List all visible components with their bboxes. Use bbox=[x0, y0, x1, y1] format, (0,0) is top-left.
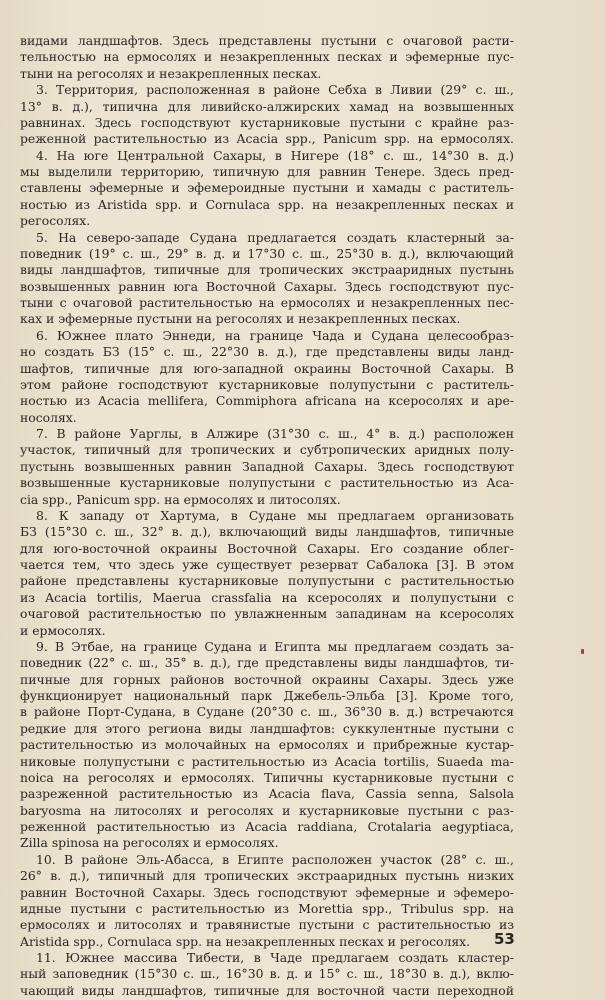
text-line: поведник (22° с. ш., 35° в. д.), где представлены виды ландшафтов, ти- bbox=[20, 655, 514, 671]
text-line: 9. В Этбае, на границе Судана и Египта мы предлагаем создать за- bbox=[36, 638, 514, 654]
text-line: районе представлены кустарниковые полупустыни с растительностью bbox=[20, 573, 514, 589]
text-line: очаговой растительностью по увлажненным западинам на ксеросолях bbox=[20, 606, 514, 622]
text-line: 11. Южнее массива Тибести, в Чаде предлагаем создать кластер- bbox=[36, 950, 514, 965]
text-line: возвышенных равнин юга Восточной Сахары. Здесь господствуют пус- bbox=[20, 278, 514, 294]
text-line: ермосолях и литосолях и травянистые пустыни с растительностью из bbox=[20, 917, 514, 933]
text-line: идные пустыни с растительностью из Morettia spp., Tribulus spp. на bbox=[20, 900, 514, 916]
text-line: Zilla spinosa на регосолях и ермосолях. bbox=[20, 835, 279, 851]
text-line: тыни с очаговой растительностью на ермосолях и незакрепленных пес- bbox=[20, 295, 514, 310]
text-line: реженной растительностью из Acacia raddiana, Crotalaria aegyptiaca, bbox=[20, 819, 514, 834]
text-line: 7. В районе Уарглы, в Алжире (31°30 с. ш., 4° в. д.) расположен bbox=[36, 426, 514, 441]
text-line: реженной растительностью из Acacia spp., Panicum spp. на ермосолях. bbox=[20, 131, 514, 147]
text-line: пустынь возвышенных равнин Западной Сахары. Здесь господствуют bbox=[20, 458, 514, 474]
text-line: но создать БЗ (15° с. ш., 22°30 в. д.), где представлены виды ланд- bbox=[20, 344, 514, 360]
text-line: ках и эфемерные пустыни на регосолях и незакрепленных песках. bbox=[20, 311, 461, 327]
text-line: пичные для горных районов восточной окраины Сахары. Здесь уже bbox=[20, 671, 514, 687]
text-line: равнинах. Здесь господствуют кустарниковые пустыни с крайне раз- bbox=[20, 114, 514, 130]
ink-mark bbox=[581, 649, 584, 654]
text-line: виды ландшафтов, типичные для тропических экстрааридных пустынь bbox=[20, 262, 514, 278]
text-line: шафтов, типичные для юго-западной окраины Восточной Сахары. В bbox=[20, 360, 514, 376]
text-line: мы выделили территорию, типичную для равнин Тенере. Здесь пред- bbox=[20, 164, 514, 179]
text-line: никовые полупустыни с растительностью из Acacia tortilis, Suaeda ma- bbox=[20, 753, 514, 769]
text-line: 26° в. д.), типичный для тропических экстрааридных пустынь низких bbox=[20, 868, 514, 884]
text-line: этом районе господствуют кустарниковые полупустыни с раститель- bbox=[20, 376, 514, 392]
text-line: 8. К западу от Хартума, в Судане мы предлагаем организовать bbox=[36, 507, 514, 523]
text-line: ставлены эфемерные и эфемероидные пустыни и хамады с раститель- bbox=[20, 180, 514, 196]
text-line: 3. Территория, расположенная в районе Себха в Ливии (29° с. ш., bbox=[36, 82, 514, 98]
text-line: тыни на регосолях и незакрепленных песках. bbox=[20, 65, 322, 81]
text-line: и ермосолях. bbox=[20, 622, 106, 638]
text-line: ностью из Aristida spp. и Cornulaca spp. на незакрепленных песках и bbox=[20, 196, 514, 212]
text-line: БЗ (15°30 с. ш., 32° в. д.), включающий виды ландшафтов, типичные bbox=[20, 524, 514, 540]
text-line: в районе Порт-Судана, в Судане (20°30 с. ш., 36°30 в. д.) встречаются bbox=[20, 704, 514, 720]
text-line: для юго-восточной окраины Восточной Сахары. Его создание облег- bbox=[20, 540, 514, 556]
text-line: чающий виды ландшафтов, типичные для восточной части переходной bbox=[20, 982, 514, 998]
page-number: 53 bbox=[494, 930, 515, 948]
text-line: 5. На северо-западе Судана предлагается создать кластерный за- bbox=[36, 229, 514, 245]
text-line: 10. В районе Эль-Абасса, в Египте расположен участок (28° с. ш., bbox=[36, 851, 514, 867]
text-line: ный заповедник (15°30 с. ш., 16°30 в. д. и 15° с. ш., 18°30 в. д.), вклю- bbox=[20, 966, 514, 982]
text-line: разреженной растительностью из Acacia flava, Cassia senna, Salsola bbox=[20, 786, 514, 802]
text-line: тельностью на ермосолях и незакрепленных песках и эфемерные пус- bbox=[20, 49, 514, 65]
text-line: 13° в. д.), типична для ливийско-алжирских хамад на возвышенных bbox=[20, 98, 514, 114]
text-line: редкие для этого региона виды ландшафтов: суккулентные пустыни с bbox=[20, 720, 514, 736]
text-line: 4. На юге Центральной Сахары, в Нигере (18° с. ш., 14°30 в. д.) bbox=[36, 147, 514, 163]
text-line: растительностью из молочайных на ермосолях и прибрежные кустар- bbox=[20, 737, 514, 753]
text-line: чается тем, что здесь уже существует резерват Сабалока [3]. В этом bbox=[20, 557, 514, 572]
body-text bbox=[20, 33, 514, 999]
text-line: видами ландшафтов. Здесь представлены пустыни с очаговой расти- bbox=[20, 33, 514, 48]
text-line: участок, типичный для тропических и субтропических аридных полу- bbox=[20, 442, 514, 458]
text-line: baryosma на литосолях и регосолях и кустарниковые пустыни с раз- bbox=[20, 802, 514, 818]
text-line: cia spp., Panicum spp. на ермосолях и литосолях. bbox=[20, 491, 341, 507]
text-line: возвышенные кустарниковые полупустыни с растительностью из Aca- bbox=[20, 475, 514, 491]
text-line: Aristida spp., Cornulaca spp. на незакрепленных песках и регосолях. bbox=[20, 933, 471, 949]
text-line: 6. Южнее плато Эннеди, на границе Чада и Судана целесообраз- bbox=[36, 327, 514, 343]
text-line: носолях. bbox=[20, 409, 77, 425]
text-line: регосолях. bbox=[20, 213, 91, 229]
text-line: ностью из Acacia mellifera, Commiphora africana на ксеросолях и аре- bbox=[20, 393, 514, 409]
text-line: поведник (19° с. ш., 29° в. д. и 17°30 с. ш., 25°30 в. д.), включающий bbox=[20, 245, 514, 261]
text-line: из Acacia tortilis, Maerua crassfalia на ксеросолях и полупустыни с bbox=[20, 589, 514, 605]
text-line: noica на регосолях и ермосолях. Типичны кустарниковые пустыни с bbox=[20, 769, 514, 785]
text-line: функционирует национальный парк Джебель-Эльба [3]. Кроме того, bbox=[20, 688, 514, 703]
text-line: равнин Восточной Сахары. Здесь господствуют эфемерные и эфемеро- bbox=[20, 884, 514, 900]
